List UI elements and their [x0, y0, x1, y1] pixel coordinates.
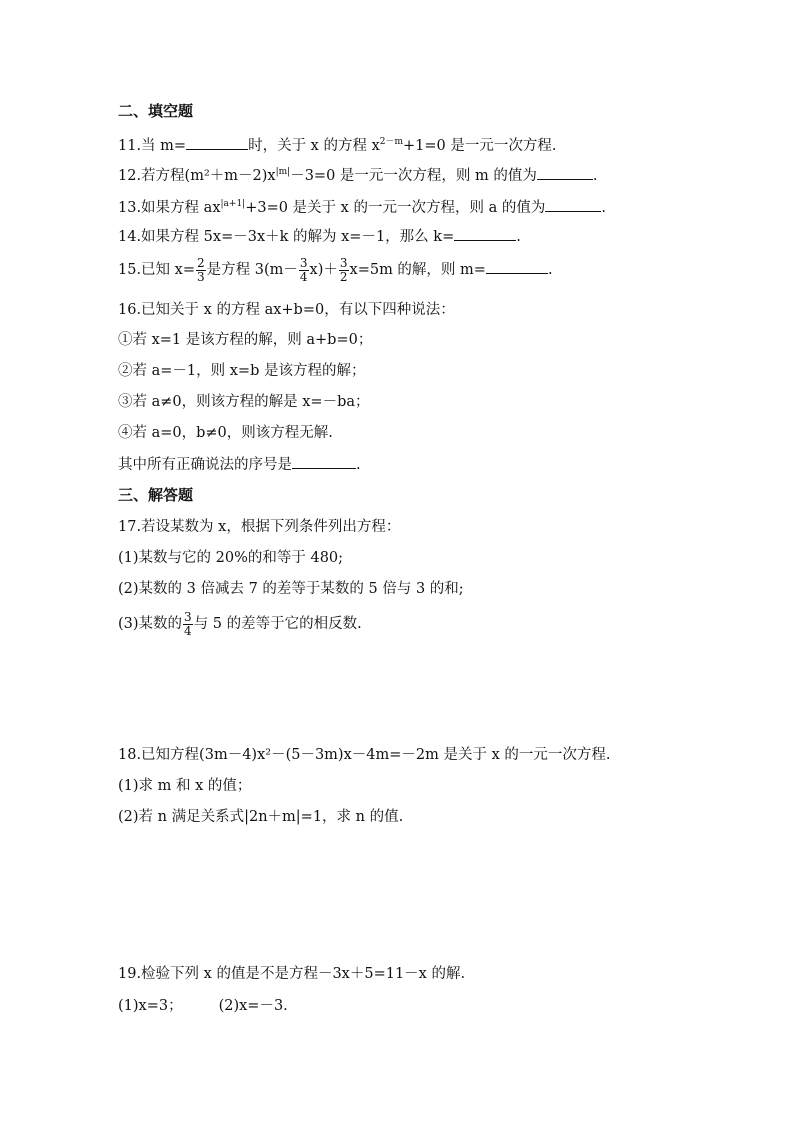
q12-text-end: .	[592, 168, 598, 184]
q15-answer-blank[interactable]	[486, 259, 548, 274]
q11-text-mid: 时，关于 x 的方程 x	[248, 138, 380, 154]
question-11	[118, 132, 557, 156]
q13-exponent: |a+1|	[220, 199, 246, 209]
q15-text-a: 15.已知 x=	[118, 262, 195, 278]
answer-heading: 三、解答题	[118, 486, 194, 504]
q12-text-post: －3=0 是一元一次方程，则 m 的值为	[290, 168, 537, 184]
fill-blank-heading: 二、填空题	[118, 102, 194, 120]
q15-fraction-3-denominator: 2	[339, 269, 348, 284]
q19-part-1: (1)x=3；	[118, 998, 183, 1014]
question-14	[118, 226, 521, 247]
q14-answer-blank[interactable]	[454, 226, 516, 241]
q13-answer-blank[interactable]	[545, 197, 601, 212]
q16-statement-3: ③若 a≠0，则该方程的解是 x=－ba；	[118, 394, 370, 410]
q19-parts	[118, 996, 288, 1016]
q12-answer-blank[interactable]	[537, 165, 593, 180]
q16-answer-blank[interactable]	[292, 454, 356, 469]
q19-part-2: (2)x=－3.	[218, 998, 288, 1014]
q16-statement-1: ①若 x=1 是该方程的解，则 a+b=0；	[118, 332, 373, 348]
q12-exponent: |m|	[275, 167, 291, 177]
q13-text-post: +3=0 是关于 x 的一元一次方程，则 a 的值为	[245, 200, 546, 216]
q15-text-c: x)＋	[309, 262, 338, 278]
q15-text-d: x=5m 的解，则 m=	[349, 262, 486, 278]
q15-fraction-two-thirds	[196, 257, 206, 284]
q11-text-pre: 11.当 m=	[118, 138, 187, 154]
q15-fraction-2-denominator: 4	[299, 269, 308, 284]
q15-fraction-three-quarters	[299, 257, 309, 284]
q16-ask-end: .	[356, 457, 361, 473]
q16-statement-4: ④若 a=0，b≠0，则该方程无解.	[118, 425, 333, 441]
q15-fraction-three-halves	[339, 257, 349, 284]
q17-part-3-text-a: (3)某数的	[118, 616, 183, 632]
question-18-stem: 18.已知方程(3m－4)x²－(5－3m)x－4m=－2m 是关于 x 的一元一次方程.	[118, 747, 611, 763]
q18-part-1: (1)求 m 和 x 的值；	[118, 778, 252, 794]
q15-text-b: 是方程 3(m－	[206, 262, 298, 278]
q14-text-pre: 14.如果方程 5x=－3x＋k 的解为 x=－1，那么 k=	[118, 229, 455, 245]
q15-fraction-3-numerator: 3	[339, 255, 348, 270]
q17-fraction-denominator: 4	[184, 623, 192, 638]
q11-answer-blank[interactable]	[186, 135, 248, 150]
q15-fraction-2-numerator: 3	[299, 255, 308, 270]
q17-part-3	[118, 606, 362, 642]
q18-part-2: (2)若 n 满足关系式|2n＋m|=1，求 n 的值.	[118, 809, 404, 825]
question-13	[118, 194, 606, 218]
question-17-stem: 17.若设某数为 x，根据下列条件列出方程：	[118, 519, 401, 535]
q13-text-end: .	[601, 200, 606, 216]
q15-fraction-1-numerator: 2	[197, 255, 205, 270]
q11-text-post: +1=0 是一元一次方程.	[403, 138, 557, 154]
q12-text-pre: 12.若方程(m²＋m－2)x	[118, 168, 276, 184]
question-16-stem: 16.已知关于 x 的方程 ax+b=0，有以下四种说法：	[118, 302, 455, 318]
q16-statement-2: ②若 a=－1，则 x=b 是该方程的解；	[118, 363, 366, 379]
q14-text-end: .	[516, 229, 521, 245]
q17-fraction-three-quarters	[183, 611, 193, 638]
q17-part-2: (2)某数的 3 倍减去 7 的差等于某数的 5 倍与 3 的和;	[118, 581, 464, 597]
q17-part-1: (1)某数与它的 20%的和等于 480;	[118, 550, 344, 566]
question-19-stem: 19.检验下列 x 的值是不是方程－3x＋5=11－x 的解.	[118, 966, 466, 982]
question-15	[118, 252, 553, 288]
q17-fraction-numerator: 3	[184, 609, 192, 624]
q15-text-end: .	[547, 262, 553, 278]
question-12	[118, 162, 598, 186]
q17-part-3-text-b: 与 5 的差等于它的相反数.	[193, 616, 362, 632]
q16-ask-text: 其中所有正确说法的序号是	[118, 457, 292, 473]
q15-fraction-1-denominator: 3	[197, 269, 205, 284]
q11-exponent: 2－m	[379, 137, 404, 147]
q13-text-pre: 13.如果方程 ax	[118, 200, 221, 216]
q16-ask	[118, 454, 361, 475]
